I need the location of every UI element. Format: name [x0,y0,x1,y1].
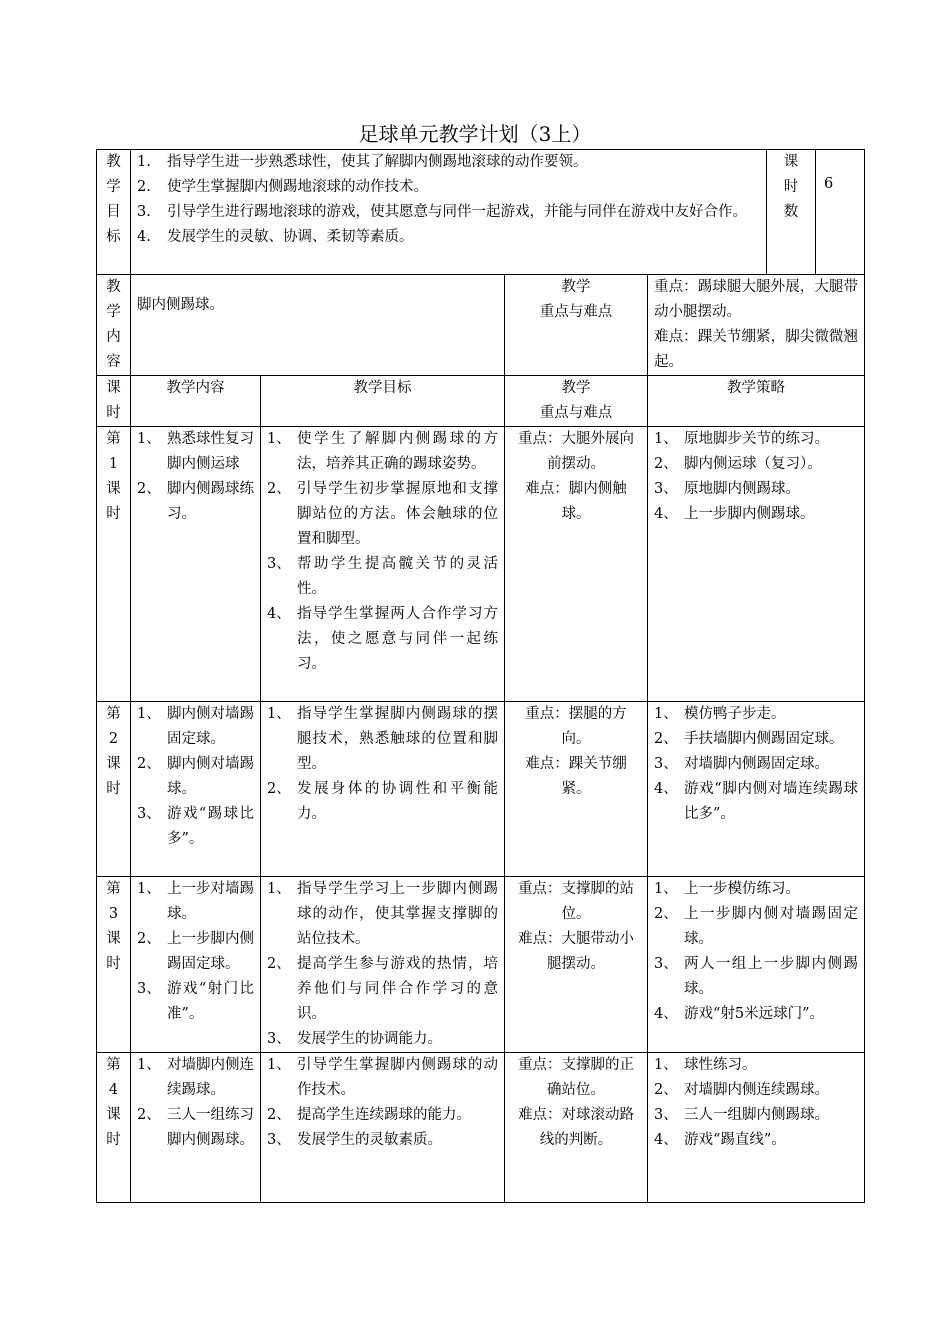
item-text: 对墙脚内侧连续踢球。 [684,1082,829,1098]
header-kd [505,376,648,427]
list-item [267,702,498,777]
lesson-goal-list [267,427,498,677]
item-num: 2、 [137,1107,161,1123]
item-text: 游戏“踢球比多”。 [167,806,254,847]
lesson-kd-cell [505,1053,648,1203]
objective-text: 指导学生进一步熟悉球性，使其了解脚内侧踢地滚球的动作要领。 [167,154,588,170]
item-text: 游戏“射门比准”。 [167,981,254,1022]
item-num: 1、 [267,706,291,722]
lesson-label: 第1课时 [97,427,131,702]
item-text: 模仿鸭子步走。 [684,706,786,722]
item-num: 3、 [654,481,678,497]
item-num: 1、 [137,706,161,722]
lesson-difficulty: 难点：对球滚动路线的判断。 [518,1107,634,1148]
item-text: 发展身体的协调性和平衡能力。 [297,781,498,822]
class-hours-value: 6 [816,150,865,275]
item-text: 三人一组练习脚内侧踢球。 [167,1107,254,1148]
item-num: 3、 [267,1132,291,1148]
item-num: 2、 [267,956,291,972]
item-text: 提高学生参与游戏的热情，培养他们与同伴合作学习的意识。 [297,956,498,1022]
item-num: 2、 [137,481,161,497]
objective-text: 发展学生的灵敏、协调、柔韧等素质。 [167,229,414,245]
list-item [267,1027,498,1052]
item-num: 1、 [654,431,678,447]
lesson-label: 第4课时 [97,1053,131,1203]
lesson-content-cell [131,1053,261,1203]
lesson-strategy-list [654,702,858,827]
list-item [654,777,858,827]
list-item [654,477,858,502]
list-item [267,877,498,952]
list-item [267,1128,498,1153]
item-num: 1、 [267,881,291,897]
list-item [137,877,254,927]
lesson-label: 第2课时 [97,702,131,877]
item-num: 2、 [137,756,161,772]
item-text: 手扶墙脚内侧踢固定球。 [684,731,844,747]
item-num: 3、 [654,756,678,772]
header-goal: 教学目标 [261,376,505,427]
lesson-row [97,427,865,702]
item-num: 4、 [267,606,291,622]
list-item [137,1053,254,1103]
lesson-difficulty: 难点：脚内侧触球。 [525,481,627,522]
item-text: 原地脚内侧踢球。 [684,481,800,497]
item-num: 1、 [137,881,161,897]
item-num: 3、 [267,556,291,572]
header-strategy: 教学策略 [648,376,865,427]
list-item [137,927,254,977]
lesson-kd-cell [505,877,648,1053]
item-text: 提高学生连续踢球的能力。 [297,1107,471,1123]
lesson-content-list [137,877,254,1027]
objectives-label: 教学目标 [97,150,131,275]
lesson-goal-list [267,702,498,827]
item-num: 2、 [137,931,161,947]
list-item [654,752,858,777]
lesson-strategy-cell [648,877,865,1053]
lesson-content-cell [131,427,261,702]
list-item [267,1103,498,1128]
item-num: 2、 [654,731,678,747]
item-text: 发展学生的协调能力。 [297,1031,442,1047]
content-difficulty: 难点：踝关节绷紧，脚尖微微翘起。 [654,329,858,370]
list-item [654,1078,858,1103]
item-num: 3、 [267,1031,291,1047]
list-item [267,952,498,1027]
list-item [137,977,254,1027]
lesson-key: 重点：支撑脚的站位。 [518,881,634,922]
item-text: 引导学生初步掌握原地和支撑脚站位的方法。体会触球的位置和脚型。 [297,481,498,547]
kd-label-line2: 重点与难点 [539,304,613,320]
item-num: 2、 [267,481,291,497]
lesson-kd-cell [505,702,648,877]
list-item [654,427,858,452]
content-label: 教学内容 [97,275,131,376]
item-text: 对墙脚内侧连续踢球。 [167,1057,254,1098]
list-item [267,427,498,477]
list-item [137,752,254,802]
item-num: 3、 [654,1107,678,1123]
list-item [654,702,858,727]
list-item [137,1103,254,1153]
item-text: 熟悉球性复习脚内侧运球 [167,431,254,472]
item-num: 1、 [267,1057,291,1073]
lesson-strategy-cell [648,1053,865,1203]
item-text: 脚内侧运球（复习）。 [684,456,822,472]
lesson-kd-cell [505,427,648,702]
item-num: 1、 [654,706,678,722]
item-text: 球性练习。 [684,1057,757,1073]
list-item [137,477,254,527]
content-kd-label [505,275,648,376]
item-num: 2、 [267,1107,291,1123]
list-item [267,552,498,602]
list-item [267,477,498,552]
lesson-content-list [137,702,254,852]
item-text: 对墙脚内侧踢固定球。 [684,756,829,772]
lesson-goal-list [267,1053,498,1153]
item-text: 发展学生的灵敏素质。 [297,1132,442,1148]
item-num: 3、 [654,956,678,972]
lesson-row [97,877,865,1053]
lesson-key: 重点：支撑脚的正确站位。 [518,1057,634,1098]
lesson-content-cell [131,702,261,877]
item-text: 指导学生学习上一步脚内侧踢球的动作，使其掌握支撑脚的站位技术。 [297,881,498,947]
list-item [654,952,858,1002]
item-text: 两人一组上一步脚内侧踢球。 [684,956,858,997]
lesson-goal-cell [261,1053,505,1203]
item-text: 上一步模仿练习。 [684,881,800,897]
lesson-strategy-cell [648,702,865,877]
header-kd-line1: 教学 [561,380,591,396]
lesson-strategy-cell [648,427,865,702]
lesson-content-list [137,427,254,527]
item-num: 2、 [654,906,678,922]
lesson-key: 重点：摆腿的方向。 [525,706,627,747]
list-item [654,1103,858,1128]
item-text: 脚内侧对墙踢固定球。 [167,706,254,747]
lesson-strategy-list [654,1053,858,1153]
item-num: 3、 [137,806,161,822]
item-num: 2、 [654,456,678,472]
item-text: 脚内侧踢球练习。 [167,481,254,522]
lesson-key: 重点：大腿外展向前摆动。 [518,431,634,472]
objective-item [137,200,760,225]
lesson-plan-table [96,149,865,1203]
lesson-strategy-list [654,877,858,1027]
list-item [267,602,498,677]
lesson-content-list [137,1053,254,1153]
lesson-row [97,702,865,877]
item-num: 3、 [137,981,161,997]
objectives-cell [131,150,767,275]
lesson-difficulty: 难点：大腿带动小腿摆动。 [518,931,634,972]
lesson-difficulty: 难点：踝关节绷紧。 [525,756,627,797]
list-item [654,902,858,952]
lesson-goal-cell [261,877,505,1053]
item-text: 三人一组脚内侧踢球。 [684,1107,829,1123]
item-text: 游戏“脚内侧对墙连续踢球比多”。 [684,781,858,822]
objective-text: 使学生掌握脚内侧踢地滚球的动作技术。 [167,179,428,195]
item-text: 游戏“射5米远球门”。 [684,1006,825,1022]
item-num: 4、 [654,1006,678,1022]
item-num: 4、 [654,781,678,797]
lesson-row [97,1053,865,1203]
item-text: 上一步脚内侧对墙踢固定球。 [684,906,858,947]
objective-num: 3. [137,204,151,220]
item-text: 原地脚步关节的练习。 [684,431,829,447]
list-item [137,802,254,852]
item-text: 脚内侧对墙踢球。 [167,756,254,797]
item-num: 2、 [267,781,291,797]
lesson-label: 第3课时 [97,877,131,1053]
lesson-strategy-list [654,427,858,527]
header-kd-line2: 重点与难点 [539,405,613,421]
objective-num: 2. [137,179,151,195]
item-num: 1、 [654,881,678,897]
objectives-row [97,150,865,275]
item-text: 引导学生掌握脚内侧踢球的动作技术。 [297,1057,498,1098]
item-text: 上一步脚内侧踢球。 [684,506,815,522]
list-item [654,1002,858,1027]
objective-item [137,225,760,250]
item-text: 游戏“踢直线”。 [684,1132,786,1148]
item-num: 1、 [654,1057,678,1073]
header-row [97,376,865,427]
content-key-point: 重点：踢球腿大腿外展，大腿带动小腿摆动。 [654,279,858,320]
item-num: 2、 [654,1082,678,1098]
list-item [654,1053,858,1078]
item-text: 指导学生掌握两人合作学习方法，使之愿意与同伴一起练习。 [297,606,498,672]
list-item [654,1128,858,1153]
objective-text: 引导学生进行踢地滚球的游戏，使其愿意与同伴一起游戏，并能与同伴在游戏中友好合作。 [167,204,747,220]
list-item [137,702,254,752]
item-text: 帮助学生提高髋关节的灵活性。 [297,556,498,597]
item-text: 上一步脚内侧踢固定球。 [167,931,254,972]
list-item [654,877,858,902]
list-item [267,777,498,827]
objectives-list [137,150,760,250]
list-item [137,427,254,477]
content-kd-cell [648,275,865,376]
lesson-content-cell [131,877,261,1053]
content-text: 脚内侧踢球。 [131,275,505,376]
lesson-goal-cell [261,427,505,702]
objective-num: 4. [137,229,151,245]
list-item [654,502,858,527]
item-num: 1、 [137,1057,161,1073]
header-lesson: 课时 [97,376,131,427]
lesson-goal-list [267,877,498,1052]
kd-label-line1: 教学 [561,279,591,295]
item-num: 4、 [654,1132,678,1148]
item-num: 4、 [654,506,678,522]
item-num: 1、 [267,431,291,447]
content-row [97,275,865,376]
item-text: 使学生了解脚内侧踢球的方法，培养其正确的踢球姿势。 [297,431,498,472]
page-title: 足球单元教学计划（3上） [358,122,592,146]
lesson-goal-cell [261,702,505,877]
list-item [654,452,858,477]
objective-item [137,175,760,200]
list-item [267,1053,498,1103]
class-hours-label: 课时数 [767,150,816,275]
list-item [654,727,858,752]
objective-num: 1. [137,154,151,170]
header-content: 教学内容 [131,376,261,427]
item-text: 上一步对墙踢球。 [167,881,254,922]
item-num: 1、 [137,431,161,447]
objective-item [137,150,760,175]
item-text: 指导学生掌握脚内侧踢球的摆腿技术，熟悉触球的位置和脚型。 [297,706,498,772]
